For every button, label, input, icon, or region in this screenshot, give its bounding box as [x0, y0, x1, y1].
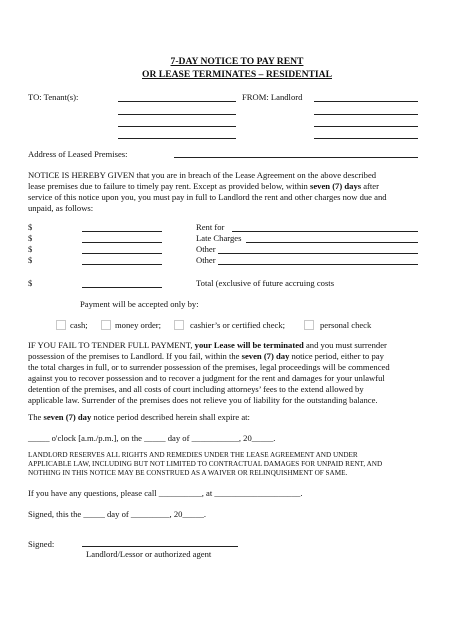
cashiers-check-label: cashier’s or certified check; — [190, 320, 286, 330]
charge-amount-3[interactable] — [82, 253, 162, 254]
charge-label-4: Other — [196, 255, 216, 265]
personal-check-checkbox[interactable] — [304, 320, 314, 330]
notice-line-4: unpaid, as follows: — [28, 203, 94, 213]
charge-desc-1[interactable] — [232, 231, 418, 232]
failure-line-6: applicable law. Surrender of the premises does not relieve you of liability for the outstanding balance. — [28, 395, 378, 405]
landlord-label: FROM: Landlord — [242, 92, 303, 102]
notice-line-1: NOTICE IS HEREBY GIVEN that you are in breach of the Lease Agreement on the above described — [28, 170, 377, 180]
charge-desc-3[interactable] — [218, 253, 418, 254]
failure-line-4: against you to recover possession and to recover a judgment for the rent and damages for your unlawful — [28, 373, 385, 383]
landlord-field-4[interactable] — [314, 138, 418, 139]
charge-desc-2[interactable] — [246, 242, 418, 243]
personal-check-label: personal check — [320, 320, 372, 330]
charge-amount-4[interactable] — [82, 264, 162, 265]
notice-title-line-2: OR LEASE TERMINATES – RESIDENTIAL — [142, 69, 332, 80]
landlord-field-1[interactable] — [314, 101, 418, 102]
signature-field[interactable] — [82, 546, 238, 547]
total-currency: $ — [28, 278, 33, 288]
tenant-field-1[interactable] — [118, 101, 236, 102]
notice-line-2: lease premises due to failure to timely pay rent. Except as provided below, within seven (7) days after — [28, 181, 379, 191]
charge-currency-2: $ — [28, 233, 33, 243]
money-order-checkbox[interactable] — [101, 320, 111, 330]
failure-line-3: the total charges in full, or to surrender possession of the premises, legal proceedings will be commenced — [28, 362, 390, 372]
failure-line-2: possession of the premises to Landlord. If you fail, within the seven (7) day notice period, either to pay — [28, 351, 384, 361]
signature-caption: Landlord/Lessor or authorized agent — [86, 549, 212, 559]
expire-statement: The seven (7) day notice period described herein shall expire at: — [28, 412, 250, 422]
expire-datetime-line[interactable]: _____ o'clock [a.m./p.m.], on the _____ day of ___________, 20_____. — [28, 433, 276, 443]
questions-line[interactable]: If you have any questions, please call __________, at ____________________. — [28, 488, 303, 498]
total-amount[interactable] — [82, 287, 162, 288]
signed-date-line[interactable]: Signed, this the _____ day of _________, 20_____. — [28, 509, 207, 519]
cashiers-check-checkbox[interactable] — [174, 320, 184, 330]
failure-line-5: detention of the premises, and all costs of court including attorneys’ fees to the extend allowed by — [28, 384, 364, 394]
cash-label: cash; — [70, 320, 88, 330]
cash-checkbox[interactable] — [56, 320, 66, 330]
address-label: Address of Leased Premises: — [28, 149, 128, 159]
charge-label-3: Other — [196, 244, 216, 254]
charge-label-2: Late Charges — [196, 233, 242, 243]
address-field[interactable] — [174, 157, 418, 158]
tenant-field-3[interactable] — [118, 126, 236, 127]
landlord-field-2[interactable] — [314, 114, 418, 115]
reserves-line-1: LANDLORD RESERVES ALL RIGHTS AND REMEDIES UNDER THE LEASE AGREEMENT AND UNDER — [28, 451, 358, 459]
charge-currency-1: $ — [28, 222, 33, 232]
reserves-line-2: APPLICABLE LAW, INCLUDING BUT NOT LIMITED TO CONTRACTUAL DAMAGES FOR UNPAID RENT, AND — [28, 460, 383, 468]
tenant-field-2[interactable] — [118, 114, 236, 115]
charge-currency-3: $ — [28, 244, 33, 254]
payment-heading: Payment will be accepted only by: — [80, 299, 199, 309]
money-order-label: money order; — [115, 320, 162, 330]
charge-label-1: Rent for — [196, 222, 225, 232]
charge-desc-4[interactable] — [218, 264, 418, 265]
reserves-line-3: NOTHING IN THIS NOTICE MAY BE CONSTRUED AS A WAIVER OR RELINQUISHMENT OF SAME. — [28, 469, 348, 477]
failure-line-1: IF YOU FAIL TO TENDER FULL PAYMENT, your Lease will be terminated and you must surrender — [28, 340, 387, 350]
charge-amount-1[interactable] — [82, 231, 162, 232]
tenant-label: TO: Tenant(s): — [28, 92, 79, 102]
signature-label: Signed: — [28, 539, 55, 549]
landlord-field-3[interactable] — [314, 126, 418, 127]
tenant-field-4[interactable] — [118, 138, 236, 139]
notice-line-3: service of this notice upon you, you must pay in full to Landlord the rent and other charges now due and — [28, 192, 387, 202]
charge-currency-4: $ — [28, 255, 33, 265]
charge-amount-2[interactable] — [82, 242, 162, 243]
notice-title-line-1: 7-DAY NOTICE TO PAY RENT — [170, 56, 304, 67]
total-label: Total (exclusive of future accruing costs — [196, 278, 335, 288]
